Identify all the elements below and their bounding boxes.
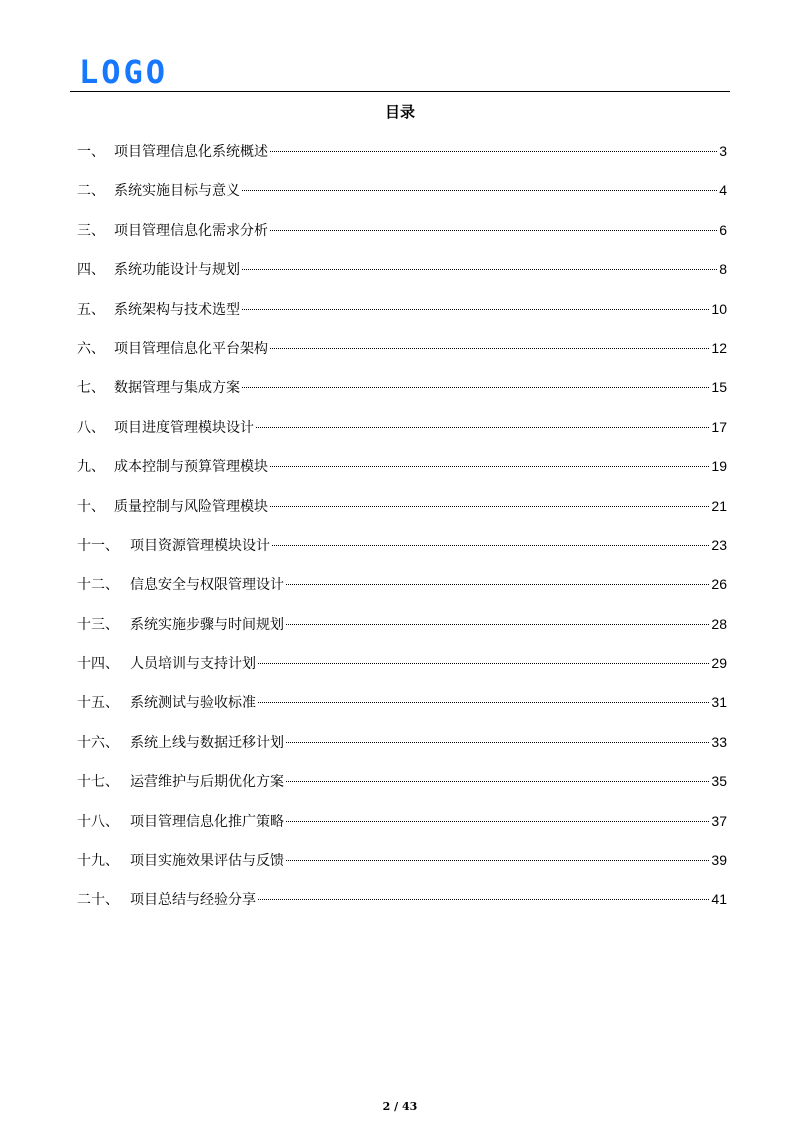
toc-dot-leader	[270, 151, 717, 152]
toc-entry-page: 17	[711, 418, 727, 435]
toc-entry-title: 系统架构与技术选型	[114, 301, 240, 318]
toc-dot-leader	[258, 663, 709, 664]
toc-entry-number: 十八、	[77, 813, 119, 830]
toc-entry-number: 二、	[77, 183, 105, 200]
toc-entry-number: 五、	[77, 301, 105, 318]
toc-entry[interactable]	[77, 889, 727, 928]
toc-entry-title: 数据管理与集成方案	[114, 380, 240, 397]
toc-entry[interactable]	[77, 850, 727, 889]
toc-entry[interactable]	[77, 614, 727, 653]
toc-entry-page: 10	[711, 300, 727, 317]
toc-dot-leader	[270, 466, 709, 467]
toc-entry[interactable]	[77, 574, 727, 613]
toc-dot-leader	[286, 584, 709, 585]
toc-entry-number: 一、	[77, 144, 105, 160]
toc-entry-title: 系统上线与数据迁移计划	[130, 734, 284, 751]
toc-dot-leader	[286, 860, 709, 861]
toc-entry-page: 39	[711, 852, 727, 869]
toc-entry[interactable]	[77, 811, 727, 850]
toc-entry-number: 四、	[77, 262, 105, 279]
toc-entry[interactable]	[77, 220, 727, 259]
toc-entry-number: 十一、	[77, 537, 119, 554]
toc-entry-number: 七、	[77, 380, 105, 397]
toc-entry-number: 十五、	[77, 695, 119, 712]
toc-entry[interactable]	[77, 496, 727, 535]
toc-entry[interactable]	[77, 653, 727, 692]
toc-entry[interactable]	[77, 692, 727, 731]
toc-entry-page: 3	[719, 143, 727, 159]
toc-entry[interactable]	[77, 377, 727, 416]
toc-dot-leader	[242, 309, 709, 310]
toc-entry-title: 质量控制与风险管理模块	[114, 498, 268, 515]
toc-entry-number: 十四、	[77, 656, 119, 673]
toc-dot-leader	[270, 506, 709, 507]
toc-entry-page: 37	[711, 812, 727, 829]
toc-dot-leader	[272, 545, 709, 546]
toc-entry-title: 运营维护与后期优化方案	[130, 774, 284, 791]
toc-entry[interactable]	[77, 141, 727, 180]
toc-entry-page: 12	[711, 339, 727, 356]
toc-entry-page: 8	[719, 261, 727, 278]
toc-entry-page: 26	[711, 576, 727, 593]
toc-entry-page: 19	[711, 458, 727, 475]
logo: LOGO	[79, 53, 169, 91]
toc-entry[interactable]	[77, 180, 727, 219]
header-divider	[70, 91, 730, 92]
toc-entry-title: 项目总结与经验分享	[130, 892, 256, 909]
toc-entry-title: 系统功能设计与规划	[114, 262, 240, 279]
toc-entry-page: 28	[711, 615, 727, 632]
toc-dot-leader	[258, 702, 709, 703]
toc-entry-number: 十、	[77, 498, 105, 515]
page-indicator: 2 / 43	[382, 1100, 418, 1113]
toc-entry-page: 21	[711, 497, 727, 514]
toc-entry-title: 人员培训与支持计划	[130, 656, 256, 673]
toc-entry-number: 九、	[77, 459, 105, 476]
toc-entry-title: 信息安全与权限管理设计	[130, 577, 284, 594]
toc-entry-page: 29	[711, 655, 727, 672]
toc-entry[interactable]	[77, 338, 727, 377]
toc-entry-title: 项目管理信息化需求分析	[114, 222, 268, 239]
toc-entry-number: 十二、	[77, 577, 119, 594]
toc-entry-number: 十七、	[77, 774, 119, 791]
toc-entry-page: 33	[711, 733, 727, 750]
toc-entry-title: 系统实施步骤与时间规划	[130, 616, 284, 633]
toc-entry-number: 十三、	[77, 616, 119, 633]
toc-entry[interactable]	[77, 535, 727, 574]
toc-entry-page: 4	[719, 182, 727, 199]
toc-entry[interactable]	[77, 299, 727, 338]
toc-entry-page: 6	[719, 221, 727, 238]
toc-entry-page: 31	[711, 694, 727, 711]
toc-entry-number: 六、	[77, 340, 105, 357]
toc-entry-title: 项目管理信息化平台架构	[114, 340, 268, 357]
toc-dot-leader	[286, 742, 709, 743]
toc-dot-leader	[286, 624, 709, 625]
toc-dot-leader	[286, 781, 709, 782]
toc-entry[interactable]	[77, 771, 727, 810]
toc-entry[interactable]	[77, 417, 727, 456]
toc-entry-title: 项目管理信息化推广策略	[130, 813, 284, 830]
toc-entry-number: 八、	[77, 419, 105, 436]
toc-entry-number: 三、	[77, 222, 105, 239]
toc-entry-page: 15	[711, 379, 727, 396]
toc-entry[interactable]	[77, 259, 727, 298]
toc-entry-title: 系统测试与验收标准	[130, 695, 256, 712]
toc-dot-leader	[242, 387, 709, 388]
toc-entry-number: 十九、	[77, 853, 119, 870]
toc-dot-leader	[242, 269, 717, 270]
toc-entry-title: 项目资源管理模块设计	[130, 537, 270, 554]
toc-entry-title: 项目实施效果评估与反馈	[130, 853, 284, 870]
toc-entry-title: 成本控制与预算管理模块	[114, 459, 268, 476]
toc-entry-title: 项目进度管理模块设计	[114, 419, 254, 436]
toc-dot-leader	[270, 230, 717, 231]
toc-entry-title: 系统实施目标与意义	[114, 183, 240, 200]
toc-dot-leader	[270, 348, 709, 349]
toc-entry[interactable]	[77, 732, 727, 771]
toc-entry-title: 项目管理信息化系统概述	[114, 144, 268, 160]
toc-entry[interactable]	[77, 456, 727, 495]
toc-dot-leader	[258, 899, 709, 900]
toc-entry-number: 十六、	[77, 734, 119, 751]
toc-title: 目录	[384, 103, 415, 121]
toc-entry-page: 35	[711, 773, 727, 790]
toc-entry-page: 41	[711, 891, 727, 908]
toc-dot-leader	[242, 190, 717, 191]
table-of-contents	[77, 141, 727, 929]
toc-entry-number: 二十、	[77, 892, 119, 909]
toc-dot-leader	[286, 821, 709, 822]
toc-entry-page: 23	[711, 536, 727, 553]
toc-dot-leader	[256, 427, 709, 428]
